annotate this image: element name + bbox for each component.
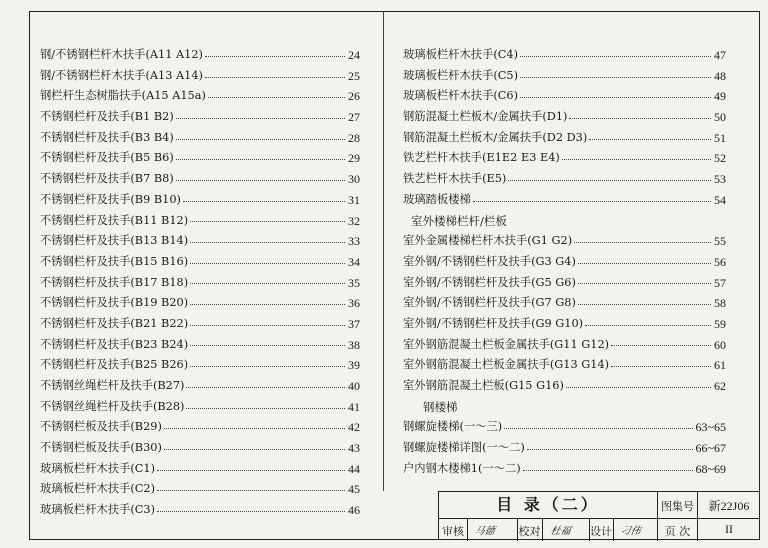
toc-entry-page: 41 xyxy=(348,399,360,414)
toc-entry xyxy=(403,376,726,397)
toc-entry-page: 31 xyxy=(348,192,360,207)
toc-entry-title: 钢栏杆生态树脂扶手(A15 A15a) xyxy=(40,89,206,103)
toc-entry-title: 户内钢木楼梯1(一～二) xyxy=(403,461,521,475)
toc-entry xyxy=(403,190,726,211)
toc-entry-title: 钢螺旋楼梯(一～三) xyxy=(403,420,503,434)
toc-entry-title: 不锈钢栏杆及扶手(B17 B18) xyxy=(40,275,189,289)
toc-entry-title: 室外金属楼梯栏杆木扶手(G1 G2) xyxy=(403,234,573,248)
toc-entry-title: 不锈钢栏板及扶手(B30) xyxy=(40,441,162,455)
toc-leader-dots xyxy=(205,56,345,57)
toc-entry xyxy=(403,45,726,66)
toc-leader-dots xyxy=(164,449,345,450)
toc-entry xyxy=(403,273,726,294)
toc-entry-page: 52 xyxy=(714,151,726,166)
toc-entry-title: 钢筋混凝土栏板木/金属扶手(D1) xyxy=(403,110,568,124)
toc-entry xyxy=(40,190,360,211)
atlas-number-label: 图集号 xyxy=(661,500,694,513)
toc-entry-page: 35 xyxy=(348,275,360,290)
toc-entry-title: 室外钢筋混凝土栏板(G15 G16) xyxy=(403,379,564,392)
toc-entry-title: 玻璃板栏杆木扶手(C5) xyxy=(403,68,519,82)
toc-entry-page: 63~65 xyxy=(695,420,726,435)
toc-entry xyxy=(403,459,726,480)
toc-entry-page: 32 xyxy=(348,213,360,228)
toc-entry-title: 不锈钢栏杆及扶手(B5 B6) xyxy=(40,151,174,165)
designer-signature: 刁伟 xyxy=(619,526,642,537)
toc-entry-page: 66~67 xyxy=(695,441,726,456)
toc-entry-title: 不锈钢栏杆及扶手(B1 B2) xyxy=(40,110,174,124)
toc-entry-page: 62 xyxy=(714,379,726,393)
toc-leader-dots xyxy=(186,387,345,388)
toc-entry-page: 60 xyxy=(714,337,726,352)
toc-entry-page: 53 xyxy=(714,172,726,187)
toc-entry-page: 29 xyxy=(348,151,360,166)
toc-entry-page: 39 xyxy=(348,358,360,373)
toc-entry-title: 室外钢/不锈钢栏杆及扶手(G7 G8) xyxy=(403,296,576,310)
toc-entry-page: 45 xyxy=(348,482,360,497)
toc-leader-dots xyxy=(520,56,711,57)
page-number-label: 页 次 xyxy=(664,525,691,538)
toc-entry-page: 56 xyxy=(714,254,726,269)
toc-entry-title: 玻璃板栏杆木扶手(C6) xyxy=(403,89,519,103)
toc-entry-page: 26 xyxy=(348,89,360,104)
toc-leader-dots xyxy=(508,180,711,181)
toc-entry xyxy=(40,479,360,500)
toc-entry xyxy=(40,86,360,107)
toc-entry-page: 55 xyxy=(714,234,726,249)
toc-entry-page: 42 xyxy=(348,420,360,435)
toc-entry xyxy=(403,66,726,87)
toc-leader-dots xyxy=(157,470,345,471)
atlas-number: 新22J06 xyxy=(708,499,750,513)
toc-entry xyxy=(403,355,726,376)
toc-entry-page: 51 xyxy=(714,130,726,145)
toc-leader-dots xyxy=(190,366,345,367)
toc-entry-title: 不锈钢栏杆及扶手(B11 B12) xyxy=(40,213,189,227)
toc-leader-dots xyxy=(520,97,711,98)
toc-entry-title: 室外钢筋混凝土栏板金属扶手(G13 G14) xyxy=(403,358,610,372)
toc-leader-dots xyxy=(611,345,711,346)
toc-leader-dots xyxy=(208,97,345,98)
toc-entry-page: 59 xyxy=(714,316,726,331)
toc-leader-dots xyxy=(190,221,345,222)
toc-entry xyxy=(40,211,360,232)
toc-leader-dots xyxy=(186,408,345,409)
toc-leader-dots xyxy=(176,118,345,119)
toc-entry xyxy=(40,66,360,87)
toc-entry-title: 室外钢/不锈钢栏杆及扶手(G3 G4) xyxy=(403,254,576,268)
toc-leader-dots xyxy=(164,428,345,429)
toc-entry xyxy=(40,397,360,418)
toc-leader-dots xyxy=(574,242,711,243)
toc-entry xyxy=(403,148,726,169)
toc-entry-page: 33 xyxy=(348,234,360,249)
toc-leader-dots xyxy=(578,283,711,284)
toc-entry-title: 钢筋混凝土栏板木/金属扶手(D2 D3) xyxy=(403,130,588,144)
toc-entry-title: 铁艺栏杆木扶手(E5) xyxy=(403,172,507,186)
toc-leader-dots xyxy=(157,511,345,512)
toc-entry-page: 68~69 xyxy=(695,461,726,476)
toc-entry xyxy=(40,231,360,252)
toc-entry xyxy=(40,128,360,149)
toc-leader-dots xyxy=(157,490,345,491)
toc-entry-page: 24 xyxy=(348,48,360,62)
toc-entry-title: 玻璃板栏杆木扶手(C1) xyxy=(40,461,156,475)
toc-entry-title: 不锈钢栏杆及扶手(B9 B10) xyxy=(40,192,181,206)
toc-entry-page: 58 xyxy=(714,296,726,311)
toc-left-column xyxy=(40,45,360,521)
toc-entry-title: 不锈钢栏杆及扶手(B21 B22) xyxy=(40,316,189,330)
toc-entry-title: 玻璃板栏杆木扶手(C4) xyxy=(403,48,519,61)
toc-entry-page: 28 xyxy=(348,130,360,145)
toc-leader-dots xyxy=(190,242,345,243)
toc-entry-title: 不锈钢栏杆及扶手(B15 B16) xyxy=(40,254,189,268)
toc-leader-dots xyxy=(473,201,711,202)
toc-right-column xyxy=(403,45,726,479)
toc-entry xyxy=(403,86,726,107)
toc-entry xyxy=(403,293,726,314)
page-number: II xyxy=(725,522,733,536)
designer-label: 设计 xyxy=(590,525,612,538)
tb-separator xyxy=(613,518,614,541)
toc-entry-title: 不锈钢栏杆及扶手(B13 B14) xyxy=(40,234,189,248)
toc-entry xyxy=(403,231,726,252)
toc-leader-dots xyxy=(176,180,345,181)
toc-entry-page: 36 xyxy=(348,296,360,311)
toc-leader-dots xyxy=(176,139,345,140)
toc-entry-title: 不锈钢丝绳栏杆及扶手(B27) xyxy=(40,379,185,392)
toc-leader-dots xyxy=(176,159,345,160)
toc-entry-page: 27 xyxy=(348,110,360,125)
toc-entry-title: 玻璃板栏杆木扶手(C3) xyxy=(40,503,156,517)
toc-section-heading: 钢楼梯 xyxy=(423,399,458,414)
toc-entry-page: 25 xyxy=(348,68,360,83)
proofreader-label: 校对 xyxy=(518,525,541,538)
toc-entry xyxy=(40,148,360,169)
toc-entry-page: 54 xyxy=(714,192,726,207)
toc-leader-dots xyxy=(190,263,345,264)
toc-entry xyxy=(40,459,360,480)
toc-entry-title: 不锈钢栏杆及扶手(B25 B26) xyxy=(40,358,189,372)
toc-entry-page: 37 xyxy=(348,316,360,331)
toc-entry xyxy=(40,107,360,128)
toc-entry-title: 玻璃板栏杆木扶手(C2) xyxy=(40,482,156,496)
toc-entry xyxy=(40,355,360,376)
toc-entry-title: 钢/不锈钢栏杆木扶手(A13 A14) xyxy=(40,68,203,82)
toc-leader-dots xyxy=(190,345,345,346)
toc-entry-page: 30 xyxy=(348,172,360,187)
toc-entry-title: 不锈钢栏杆及扶手(B3 B4) xyxy=(40,130,174,144)
toc-leader-dots xyxy=(183,201,345,202)
toc-entry xyxy=(403,314,726,335)
toc-entry xyxy=(40,314,360,335)
toc-entry-page: 47 xyxy=(714,48,726,62)
reviewer-label: 审核 xyxy=(442,525,464,538)
toc-entry-title: 不锈钢栏杆及扶手(B7 B8) xyxy=(40,172,174,186)
toc-section-heading: 室外楼梯栏杆/栏板 xyxy=(411,213,507,228)
title-block xyxy=(438,491,760,540)
toc-entry xyxy=(403,128,726,149)
toc-leader-dots xyxy=(190,304,345,305)
tb-separator xyxy=(542,518,543,541)
toc-entry xyxy=(403,169,726,190)
toc-entry xyxy=(40,273,360,294)
tb-separator xyxy=(467,518,468,541)
toc-leader-dots xyxy=(205,77,345,78)
toc-entry xyxy=(40,335,360,356)
toc-entry-title: 钢螺旋楼梯详图(一～二) xyxy=(403,441,525,455)
toc-entry-title: 不锈钢栏杆及扶手(B23 B24) xyxy=(40,337,189,351)
toc-entry xyxy=(403,252,726,273)
toc-entry-title: 不锈钢栏板及扶手(B29) xyxy=(40,420,162,434)
toc-leader-dots xyxy=(569,118,711,119)
toc-entry-page: 40 xyxy=(348,379,360,393)
toc-entry xyxy=(40,45,360,66)
toc-entry-page: 61 xyxy=(714,358,726,373)
reviewer-signature: 马德 xyxy=(473,526,496,537)
toc-entry-title: 室外钢/不锈钢栏杆及扶手(G5 G6) xyxy=(403,275,576,289)
toc-entry xyxy=(40,500,360,521)
toc-leader-dots xyxy=(527,449,693,450)
toc-entry xyxy=(40,376,360,397)
toc-leader-dots xyxy=(611,366,711,367)
toc-entry-page: 43 xyxy=(348,441,360,456)
toc-entry-title: 室外钢/不锈钢栏杆及扶手(G9 G10) xyxy=(403,316,584,330)
toc-entry-title: 不锈钢栏杆及扶手(B19 B20) xyxy=(40,296,189,310)
toc-leader-dots xyxy=(190,283,345,284)
toc-entry-page: 38 xyxy=(348,337,360,352)
toc-leader-dots xyxy=(504,428,692,429)
toc-entry xyxy=(403,417,726,438)
toc-entry xyxy=(40,293,360,314)
toc-entry xyxy=(40,417,360,438)
toc-leader-dots xyxy=(190,325,345,326)
toc-leader-dots xyxy=(589,139,711,140)
toc-entry-page: 49 xyxy=(714,89,726,104)
toc-entry xyxy=(40,252,360,273)
toc-entry-page: 34 xyxy=(348,254,360,269)
toc-leader-dots xyxy=(523,470,693,471)
toc-entry xyxy=(403,438,726,459)
toc-entry-title: 钢/不锈钢栏杆木扶手(A11 A12) xyxy=(40,48,203,61)
proofreader-signature: 杜福 xyxy=(549,526,572,537)
toc-leader-dots xyxy=(585,325,711,326)
toc-entry-title: 室外钢筋混凝土栏板金属扶手(G11 G12) xyxy=(403,337,610,351)
toc-leader-dots xyxy=(578,263,711,264)
toc-leader-dots xyxy=(578,304,711,305)
toc-entry xyxy=(40,169,360,190)
toc-entry xyxy=(40,438,360,459)
toc-entry-page: 44 xyxy=(348,461,360,476)
toc-leader-dots xyxy=(520,77,711,78)
toc-entry xyxy=(403,107,726,128)
toc-entry-page: 48 xyxy=(714,68,726,83)
toc-entry-page: 46 xyxy=(348,503,360,518)
sheet-title: 目 录（二） xyxy=(496,495,600,514)
toc-entry-page: 50 xyxy=(714,110,726,125)
toc-entry xyxy=(403,335,726,356)
toc-leader-dots xyxy=(566,387,711,388)
toc-entry-title: 铁艺栏杆木扶手(E1E2 E3 E4) xyxy=(403,151,560,165)
toc-entry-page: 57 xyxy=(714,275,726,290)
toc-leader-dots xyxy=(562,159,711,160)
toc-entry-title: 玻璃踏板楼梯 xyxy=(403,192,471,206)
toc-entry-title: 不锈钢丝绳栏杆及扶手(B28) xyxy=(40,399,185,413)
column-divider xyxy=(383,11,384,491)
